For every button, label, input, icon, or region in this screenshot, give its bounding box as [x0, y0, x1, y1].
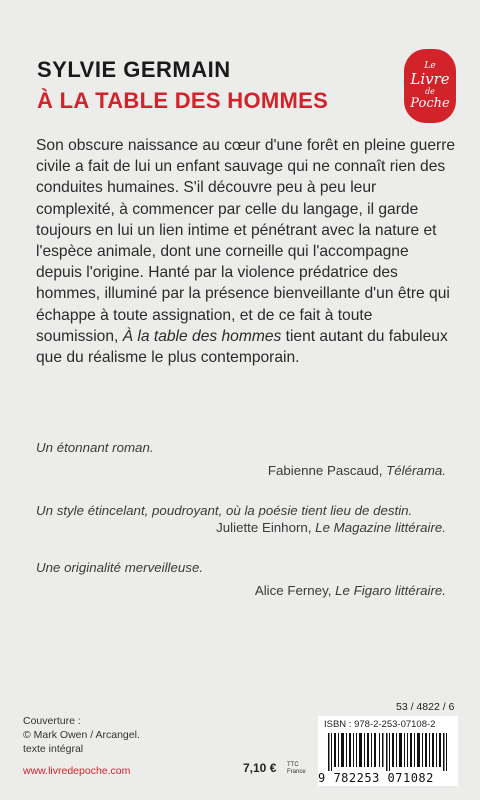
logo-line-3: de [425, 87, 435, 96]
country-label: France [287, 769, 306, 775]
cover-label: Couverture : [23, 715, 81, 727]
quote-text: Une originalité merveilleuse. [36, 560, 204, 575]
review-quote [36, 440, 446, 478]
author-name: SYLVIE GERMAIN [37, 57, 231, 82]
logo-line-1: Le [424, 61, 436, 71]
book-summary [36, 135, 456, 368]
quote-publication: Télérama. [386, 463, 446, 478]
quote-source [36, 520, 446, 535]
logo-line-2: Livre [410, 70, 450, 88]
publisher-website-link[interactable]: www.livredepoche.com [23, 765, 131, 777]
quote-source [36, 463, 446, 478]
quote-publication: Le Magazine littéraire. [315, 520, 446, 535]
barcode-number: 9 782253 071082 [318, 771, 434, 785]
ttc-label: TTC [287, 762, 299, 768]
quote-author: Alice Ferney, [254, 583, 336, 598]
price-tax-note [287, 762, 306, 776]
book-title: À LA TABLE DES HOMMES [37, 88, 329, 113]
quote-publication: Le Figaro littéraire. [335, 583, 446, 598]
quote-author: Fabienne Pascaud, [267, 463, 387, 478]
cover-credit [23, 714, 140, 756]
quote-author: Juliette Einhorn, [216, 520, 316, 535]
quote-source [36, 583, 446, 598]
logo-line-4: Poche [410, 96, 450, 111]
summary-title-italic: À la table des hommes [122, 327, 282, 345]
quote-text: Un étonnant roman. [36, 440, 154, 455]
review-quote [36, 560, 446, 598]
isbn-number: ISBN : 978-2-253-07108-2 [324, 719, 436, 730]
quote-text: Un style étincelant, poudroyant, où la poésie tient lieu de destin. [36, 503, 413, 518]
barcode-icon [324, 733, 452, 771]
review-quote [36, 503, 446, 535]
price: 7,10 € [243, 761, 277, 775]
barcode-panel [318, 716, 458, 786]
livre-de-poche-logo [404, 49, 456, 123]
catalog-code: 53 / 4822 / 6 [396, 701, 455, 713]
cover-photographer: © Mark Owen / Arcangel. [23, 729, 140, 741]
summary-text: Son obscure naissance au cœur d'une forêt en pleine guerre civile a fait de lui un enfant sauvage qui ne connaît rien des conduites humaines. S'il découvre peu à peu leur complexité, à commencer par celle du langage, il garde toujours en lui un lien intime et pénétrant avec la nature et l'espèce animale, dont une corneille qui l'accompagne depuis l'origine. Hanté par la violence prédatrice des hommes, illuminé par la présence bienveillante d'un être qui échappe à toute assignation, et de ce fait à toute soumission, [36, 137, 456, 345]
summary-text-end: tient autant du fabuleux que du réalisme le plus contemporain. [36, 327, 448, 367]
text-type: texte intégral [23, 743, 84, 755]
